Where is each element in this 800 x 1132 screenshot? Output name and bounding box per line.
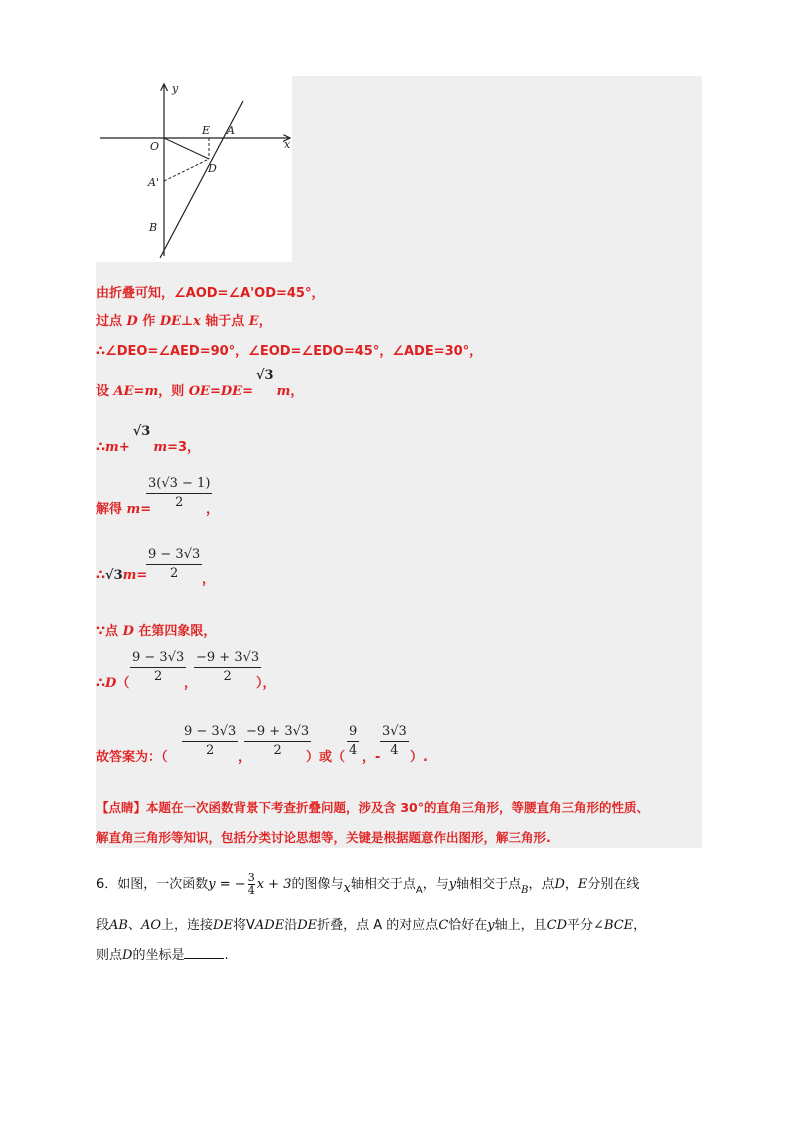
var: m <box>153 440 168 455</box>
var: DE <box>297 918 318 933</box>
answer-fraction-4 <box>380 724 409 758</box>
numerator: 9 − 3√3 <box>184 724 237 739</box>
var: x <box>343 881 351 896</box>
var: D <box>554 877 565 892</box>
slope-fraction <box>248 872 255 897</box>
text: 解直角三角形等知识，包括分类讨论思想等，关键是根据题意作出图形，解三角形. <box>96 830 551 845</box>
text: 【点睛】本题在一次函数背景下考查折叠问题，涉及含 30°的直角三角形，等腰直角三角形的性质、 <box>96 800 649 815</box>
fraction-bar <box>380 741 409 742</box>
text: ， <box>238 750 252 765</box>
text: ∴ <box>96 676 106 691</box>
denominator: 2 <box>205 743 215 758</box>
text: 段 <box>96 918 110 933</box>
fraction-sqrt3m <box>146 547 202 581</box>
text: 平分 <box>567 918 594 933</box>
solution-line-9-end <box>256 672 276 691</box>
text: ，则 <box>158 384 189 399</box>
var: y <box>208 877 216 892</box>
text: ∴∠DEO=∠AED=90°，∠EOD=∠EDO=45°，∠ADE=30°， <box>96 344 483 359</box>
label-d: D <box>208 162 217 175</box>
solution-line-7-end <box>202 568 215 587</box>
var: x <box>192 314 201 329</box>
figure-svg <box>96 76 292 262</box>
numerator: −9 + 3√3 <box>196 650 260 665</box>
answer-fraction-1 <box>182 724 238 758</box>
numerator: −9 + 3√3 <box>246 724 310 739</box>
text: （ <box>116 676 130 691</box>
fraction-dx <box>130 650 186 684</box>
answer-fraction-3 <box>347 724 359 758</box>
var: m <box>144 384 159 399</box>
text: 作 <box>137 314 160 329</box>
text: ，点 <box>528 877 555 892</box>
answer-blank[interactable] <box>184 958 224 959</box>
numerator: 3(√3 − 1) <box>148 476 211 491</box>
label-x: x <box>284 138 291 151</box>
var: m <box>276 384 291 399</box>
var: CD <box>546 918 568 933</box>
text: ， <box>290 384 304 399</box>
solution-line-7 <box>96 568 147 583</box>
denominator: 2 <box>175 495 184 510</box>
text: 轴相交于点 <box>456 877 522 892</box>
text: 由折叠可知，∠AOD=∠A'OD=45°， <box>96 286 325 301</box>
numerator: 9 − 3√3 <box>132 650 185 665</box>
answer-end <box>410 746 428 765</box>
denominator: 4 <box>390 743 399 758</box>
var: y <box>448 877 457 892</box>
text: = <box>140 502 152 517</box>
label-aprime: A' <box>148 176 159 189</box>
text: ，- <box>362 750 381 765</box>
fraction-dy <box>194 650 261 684</box>
comment-line-1 <box>96 798 649 816</box>
denominator: 2 <box>153 669 163 684</box>
fraction-m <box>146 476 212 510</box>
text: ⊥ <box>181 314 193 329</box>
fraction-bar <box>146 564 202 565</box>
text: ）， <box>256 676 276 691</box>
var: DE <box>213 918 233 933</box>
text: 的图像与 <box>291 877 344 892</box>
text: 将 <box>232 918 246 933</box>
text: 沿 <box>284 918 298 933</box>
text: ， <box>202 572 216 587</box>
text: ， <box>258 314 272 329</box>
problem-line-2 <box>96 914 646 933</box>
text: 折叠，点 A 的对应点 <box>317 918 439 933</box>
text: ∴ <box>96 568 106 583</box>
answer-comma-2 <box>362 746 380 765</box>
var: m <box>122 568 137 583</box>
text: 故答案为：（ <box>96 750 168 765</box>
text: 解得 <box>96 502 127 517</box>
solution-line-8 <box>96 620 216 639</box>
numerator: 9 <box>349 724 358 739</box>
var: ∠BCE <box>593 918 634 933</box>
fraction-bar <box>146 493 212 494</box>
text: ）或（ <box>306 750 346 765</box>
var: m <box>126 502 141 517</box>
denominator: 2 <box>223 669 232 684</box>
var: m <box>105 440 119 455</box>
var: AB <box>109 918 128 933</box>
var: DE <box>159 314 182 329</box>
text: 分别在线 <box>587 877 640 892</box>
solution-line-6-end <box>206 498 219 517</box>
text: + <box>118 440 130 455</box>
var: AE <box>113 384 134 399</box>
text: ∴ <box>96 440 106 455</box>
text: = <box>209 384 221 399</box>
numerator: 3√3 <box>382 724 407 739</box>
text: 恰好在 <box>448 918 488 933</box>
solution-line-6 <box>96 498 151 517</box>
var: D <box>122 948 133 963</box>
text: 轴于点 <box>200 314 249 329</box>
var: D <box>105 676 117 691</box>
text: 轴相交于点 <box>350 877 416 892</box>
label-b: B <box>149 221 158 234</box>
problem-line-1 <box>96 872 639 897</box>
solution-line-1 <box>96 282 324 301</box>
fraction-bar <box>182 741 238 742</box>
var: ADE <box>254 918 285 933</box>
text: 在第四象限， <box>133 624 217 639</box>
answer-or <box>306 746 345 765</box>
text: 轴上，且 <box>494 918 547 933</box>
var: y <box>487 918 495 933</box>
text: ， <box>633 918 647 933</box>
text: ， <box>564 877 578 892</box>
answer-line <box>96 746 168 765</box>
label-y: y <box>172 82 179 95</box>
var: B <box>521 885 529 896</box>
sqrt3: √3 <box>105 568 123 583</box>
denominator: 4 <box>247 884 255 897</box>
problem-line-3 <box>96 944 229 963</box>
coordinate-figure <box>96 76 292 262</box>
var: DE <box>220 384 243 399</box>
label-o: O <box>150 140 160 153</box>
var: E <box>577 877 588 892</box>
text: . <box>224 948 229 963</box>
text: 、 <box>127 918 141 933</box>
text: 6．如图，一次函数 <box>96 877 209 892</box>
triangle-symbol: V <box>245 918 255 933</box>
label-e: E <box>202 124 211 137</box>
text: ， <box>206 502 220 517</box>
solution-line-3 <box>96 340 482 359</box>
denominator: 2 <box>169 566 179 581</box>
text: ∵点 <box>96 624 123 639</box>
text: ，与 <box>422 877 449 892</box>
var: A <box>415 885 423 896</box>
solution-line-4 <box>96 368 304 399</box>
denominator: 4 <box>349 743 358 758</box>
segment-od <box>164 138 209 159</box>
fraction-bar <box>244 741 311 742</box>
text: 则点 <box>96 948 123 963</box>
text: = − <box>215 877 246 892</box>
var: C <box>438 918 449 933</box>
var: E <box>248 314 259 329</box>
fraction-bar <box>130 667 186 668</box>
text: = <box>136 568 148 583</box>
text: =3， <box>167 440 201 455</box>
sqrt3: √3 <box>132 424 151 439</box>
fraction-bar <box>194 667 261 668</box>
var: AO <box>140 918 162 933</box>
var: D <box>126 314 138 329</box>
comment-line-2 <box>96 828 551 846</box>
denominator: 2 <box>273 743 282 758</box>
text: 设 <box>96 384 114 399</box>
sqrt3: √3 <box>255 368 274 383</box>
answer-fraction-2 <box>244 724 311 758</box>
var: x + 3 <box>256 877 292 892</box>
text: ）. <box>410 750 428 765</box>
numerator: 9 − 3√3 <box>148 547 201 562</box>
text: 的坐标是 <box>132 948 185 963</box>
solution-line-9 <box>96 672 129 691</box>
text: = <box>242 384 253 399</box>
fraction-bar <box>347 741 359 742</box>
text: ， <box>184 676 198 691</box>
label-a: A <box>227 124 235 137</box>
var: D <box>122 624 134 639</box>
var: OE <box>188 384 210 399</box>
text: = <box>133 384 145 399</box>
numerator: 3 <box>247 871 255 884</box>
text: 上，连接 <box>161 918 214 933</box>
solution-line-2 <box>96 310 272 329</box>
solution-line-5 <box>96 424 201 455</box>
text: 过点 <box>96 314 127 329</box>
